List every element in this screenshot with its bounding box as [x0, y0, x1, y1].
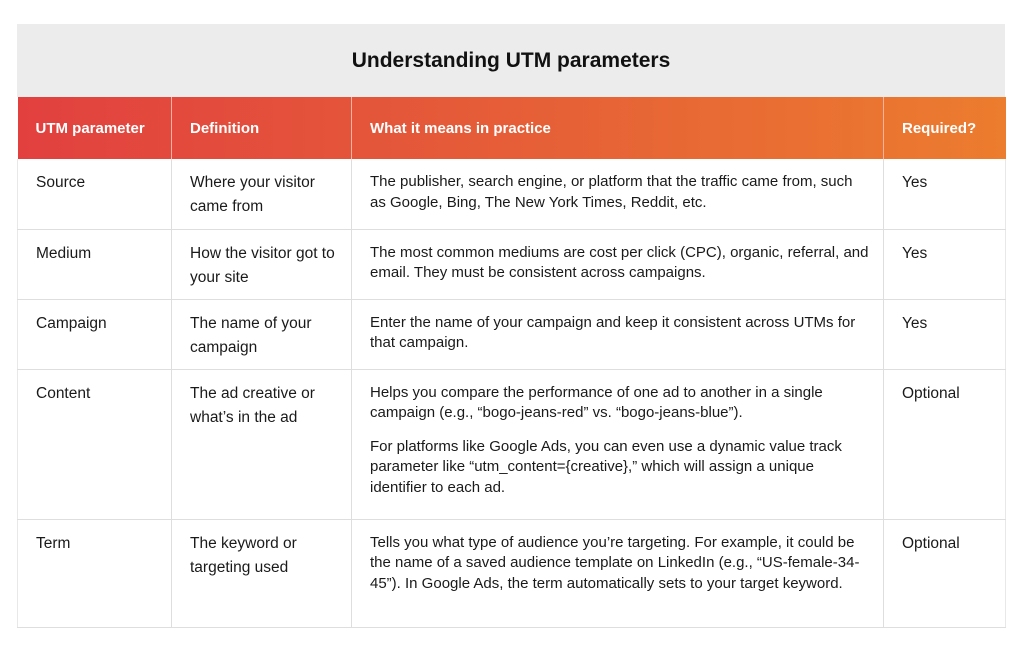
cell-practice [352, 159, 884, 229]
cell-parameter: Term [18, 519, 172, 627]
practice-paragraph: Enter the name of your campaign and keep it consistent across UTMs for that campaign. [370, 313, 856, 351]
header-required: Required? [902, 119, 977, 137]
cell-definition: How the visitor got to your site [172, 229, 352, 299]
cell-required: Optional [884, 369, 1006, 519]
table-header-row [18, 97, 1006, 159]
table-row-source [18, 159, 1006, 229]
cell-parameter: Source [18, 159, 172, 229]
cell-required: Optional [884, 519, 1006, 627]
cell-practice [352, 229, 884, 299]
table-row-term [18, 519, 1006, 627]
header-utm-parameter: UTM parameter [18, 97, 172, 159]
cell-required: Yes [884, 299, 1006, 369]
practice-paragraph: Tells you what type of audience you’re targeting. For example, it could be the name of a saved audience template on LinkedIn (e.g., “US-female-34-45”). In Google Ads, the term automatically sets to your target keyword. [370, 533, 860, 592]
cell-practice [352, 369, 884, 519]
cell-parameter: Content [18, 369, 172, 519]
cell-practice [352, 299, 884, 369]
table-title: Understanding UTM parameters [17, 24, 1005, 97]
table-row-campaign [18, 299, 1006, 369]
table-row-medium [18, 229, 1006, 299]
cell-required: Yes [884, 159, 1006, 229]
header-definition: Definition [172, 97, 352, 159]
utm-table-card [17, 24, 1005, 628]
cell-definition: The name of your campaign [172, 299, 352, 369]
cell-definition: Where your visitor came from [172, 159, 352, 229]
cell-required: Yes [884, 229, 1006, 299]
utm-parameters-table [17, 97, 1006, 628]
table-row-content [18, 369, 1006, 519]
practice-paragraph: Helps you compare the performance of one ad to another in a single campaign (e.g., “bogo-jeans-red” vs. “bogo-jeans-blue”). [370, 383, 823, 421]
practice-paragraph: For platforms like Google Ads, you can even use a dynamic value track parameter like “utm_content={creative},” which will assign a unique identifier to each ad. [370, 437, 842, 496]
practice-paragraph: The publisher, search engine, or platform that the traffic came from, such as Google, Bing, The New York Times, Reddit, etc. [370, 173, 853, 211]
cell-parameter: Campaign [18, 299, 172, 369]
cell-definition: The ad creative or what’s in the ad [172, 369, 352, 519]
practice-paragraph: The most common mediums are cost per click (CPC), organic, referral, and email. They must be consistent across campaigns. [370, 243, 869, 281]
cell-practice [352, 519, 884, 627]
header-practice: What it means in practice [352, 97, 884, 159]
cell-definition: The keyword or targeting used [172, 519, 352, 627]
cell-parameter: Medium [18, 229, 172, 299]
